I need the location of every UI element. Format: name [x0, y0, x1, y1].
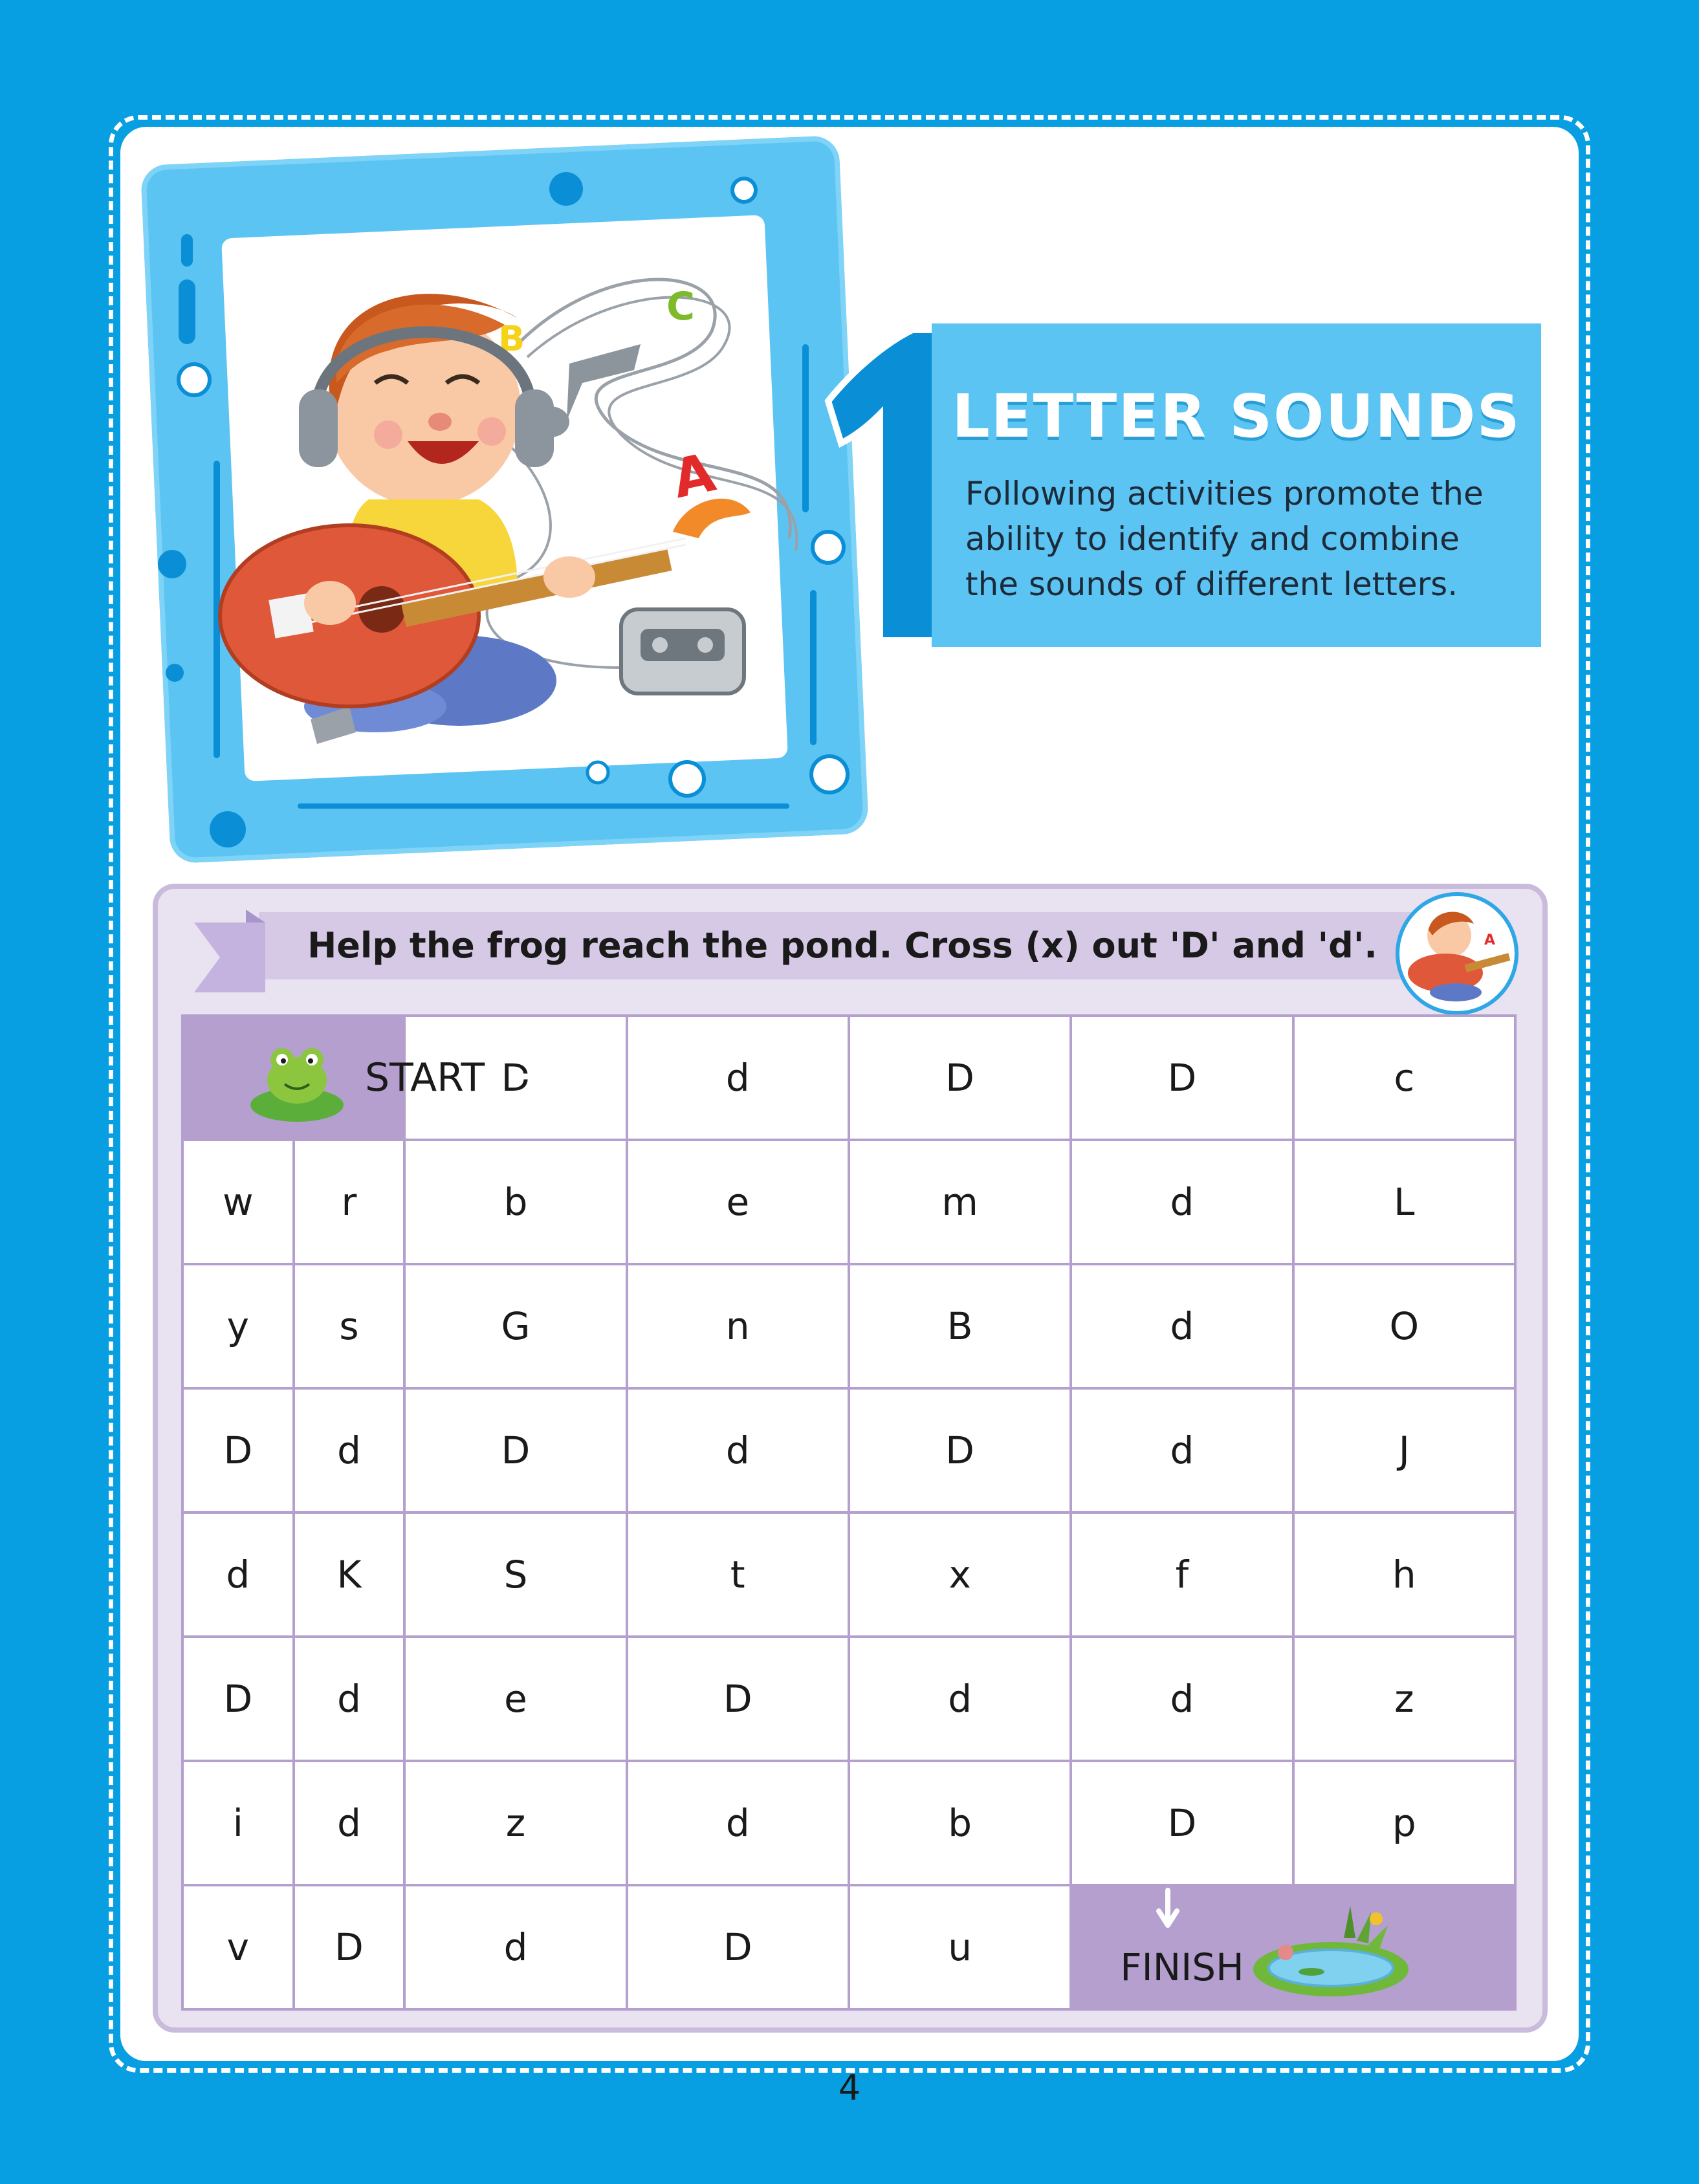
grid-cell[interactable]: D [849, 1388, 1071, 1512]
grid-cell[interactable]: b [849, 1761, 1071, 1885]
grid-cell[interactable]: e [627, 1140, 849, 1264]
grid-cell[interactable]: b [404, 1140, 626, 1264]
grid-cell[interactable]: D [1071, 1016, 1293, 1140]
start-cell [182, 1016, 485, 1140]
grid-cell[interactable]: v [182, 1885, 294, 2009]
table-row [182, 1264, 1515, 1388]
page-description: Following activities promote the ability to identify and combine the sounds of different letters. [965, 475, 1484, 603]
table-row [182, 1016, 1515, 1140]
grid-cell[interactable]: d [627, 1016, 849, 1140]
grid-cell[interactable]: D [1071, 1761, 1293, 1885]
start-label: START [365, 1055, 485, 1100]
svg-text:C: C [666, 284, 696, 329]
grid-cell[interactable]: d [849, 1637, 1071, 1761]
grid-cell[interactable]: i [182, 1761, 294, 1885]
table-row [182, 1388, 1515, 1512]
svg-text:A: A [1484, 932, 1496, 948]
arrow-right-icon [514, 1057, 565, 1096]
grid-cell[interactable]: D [182, 1637, 294, 1761]
grid-cell[interactable]: d [1071, 1140, 1293, 1264]
grid-cell[interactable]: n [627, 1264, 849, 1388]
grid-cell[interactable]: D [627, 1637, 849, 1761]
grid-cell[interactable]: r [294, 1140, 405, 1264]
table-row [182, 1885, 1515, 2009]
grid-cell[interactable]: d [1071, 1264, 1293, 1388]
grid-cell[interactable]: s [294, 1264, 405, 1388]
grid-cell[interactable]: D [404, 1388, 626, 1512]
svg-text:B: B [498, 318, 525, 359]
grid-cell[interactable]: e [404, 1637, 626, 1761]
table-row [182, 1761, 1515, 1885]
grid-cell[interactable]: w [182, 1140, 294, 1264]
pond-icon [1247, 1899, 1415, 2003]
grid-cell[interactable]: h [1293, 1512, 1515, 1637]
grid-cell[interactable]: u [849, 1885, 1071, 2009]
svg-text:A: A [667, 442, 721, 511]
grid-cell[interactable]: d [294, 1761, 405, 1885]
grid-cell[interactable]: D [404, 1016, 626, 1140]
grid-cell[interactable]: f [1071, 1512, 1293, 1637]
grid-cell[interactable]: y [182, 1264, 294, 1388]
grid-cell[interactable]: d [627, 1388, 849, 1512]
grid-cell[interactable]: d [404, 1885, 626, 2009]
finish-cell [1071, 1885, 1515, 2009]
arrow-down-icon [1155, 1888, 1181, 1930]
table-row [182, 1637, 1515, 1761]
grid-cell[interactable]: D [627, 1885, 849, 2009]
page-number: 4 [838, 2068, 861, 2108]
page-title: LETTER SOUNDS [952, 382, 1521, 451]
grid-cell[interactable]: z [1293, 1637, 1515, 1761]
grid-cell[interactable]: D [182, 1388, 294, 1512]
flag-icon [194, 910, 265, 992]
finish-label: FINISH [1120, 1945, 1244, 1989]
grid-cell[interactable]: D [849, 1016, 1071, 1140]
grid-cell[interactable]: d [294, 1388, 405, 1512]
title-box [932, 323, 1541, 647]
grid-cell[interactable]: G [404, 1264, 626, 1388]
grid-cell[interactable]: m [849, 1140, 1071, 1264]
grid-cell[interactable]: d [1071, 1388, 1293, 1512]
grid-cell[interactable]: d [294, 1637, 405, 1761]
grid-cell[interactable]: K [294, 1512, 405, 1637]
table-row [182, 1140, 1515, 1264]
grid-cell[interactable]: z [404, 1761, 626, 1885]
grid-cell[interactable]: d [1071, 1637, 1293, 1761]
letter-maze-grid [181, 1014, 1517, 2011]
grid-cell[interactable]: c [1293, 1016, 1515, 1140]
grid-cell[interactable]: L [1293, 1140, 1515, 1264]
frog-icon [248, 1034, 345, 1124]
grid-cell[interactable]: t [627, 1512, 849, 1637]
grid-cell[interactable]: p [1293, 1761, 1515, 1885]
grid-cell[interactable]: D [294, 1885, 405, 2009]
instruction-text: Help the frog reach the pond. Cross (x) out 'D' and 'd'. [307, 925, 1377, 966]
grid-cell[interactable]: O [1293, 1264, 1515, 1388]
grid-cell[interactable]: S [404, 1512, 626, 1637]
grid-cell[interactable]: d [627, 1761, 849, 1885]
boy-with-guitar-icon [155, 150, 873, 868]
grid-cell[interactable]: d [182, 1512, 294, 1637]
boy-badge-icon [1394, 890, 1520, 1017]
illustration-frame [155, 150, 873, 868]
grid-cell[interactable]: B [849, 1264, 1071, 1388]
grid-cell[interactable]: J [1293, 1388, 1515, 1512]
grid-cell[interactable]: x [849, 1512, 1071, 1637]
table-row [182, 1512, 1515, 1637]
